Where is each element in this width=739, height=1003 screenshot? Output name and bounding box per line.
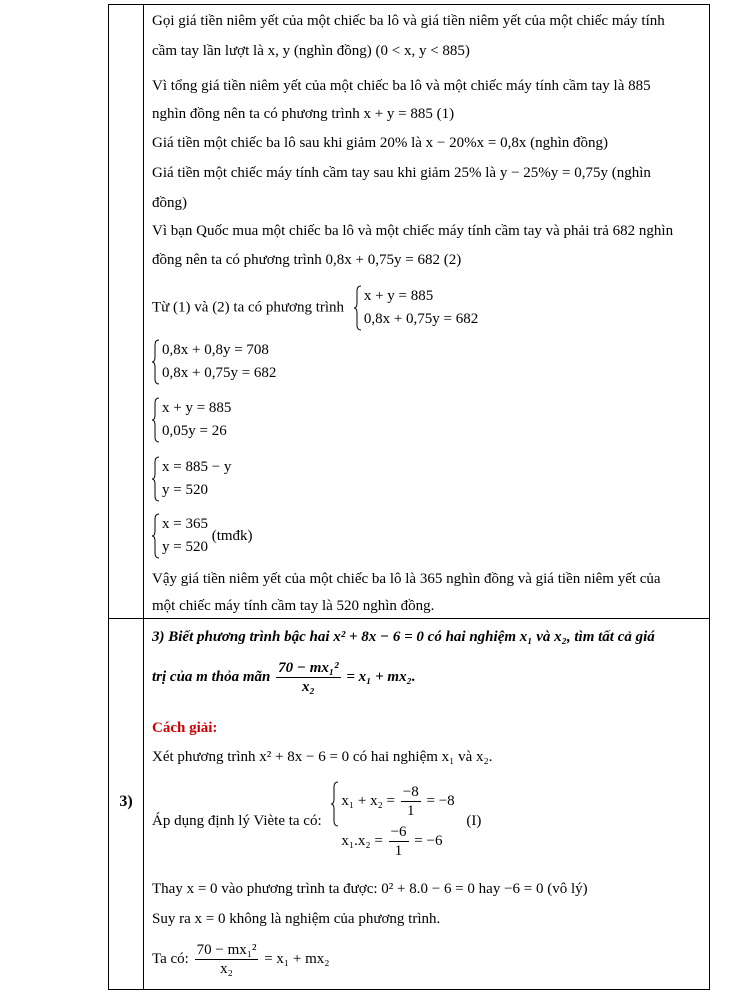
equation: 0,8x + 0,8y = 708 [162, 342, 269, 358]
text-line: Giá tiền một chiếc ba lô sau khi giảm 20% là x − 20%x = 0,8x (nghìn đồng) [152, 135, 608, 151]
equation-system [152, 456, 231, 502]
brace-icon [152, 456, 160, 502]
viete-line [152, 781, 481, 861]
text-line: một chiếc máy tính cầm tay là 520 nghìn đồng. [152, 598, 435, 614]
brace-icon [331, 781, 339, 827]
equation: x = 885 − y [162, 459, 232, 475]
row-divider [109, 618, 709, 619]
equation: y = 520 [162, 482, 208, 498]
brace-icon [152, 513, 160, 559]
column-divider [143, 5, 144, 989]
equation-system [152, 513, 208, 559]
text: Từ (1) và (2) ta có phương trình [152, 299, 345, 316]
equation: y = 520 [162, 539, 208, 555]
question-line: 3) Biết phương trình bậc hai x² + 8x − 6 = 0 có hai nghiệm x₁ và x₂, tìm tất cả giá [152, 629, 655, 645]
fraction [401, 783, 421, 820]
text: Áp dụng định lý Viète ta có: [152, 813, 322, 829]
text: = −6 [414, 833, 443, 849]
text-line: nghìn đồng nên ta có phương trình x + y = 885 (1) [152, 106, 455, 122]
question-line [152, 659, 416, 696]
fraction [276, 659, 340, 696]
system-label: (I) [466, 813, 482, 829]
system-line [152, 285, 478, 331]
equation: x = 365 [162, 516, 208, 532]
row-label: 3) [119, 793, 133, 810]
text: = x₁ + mx₂ [264, 950, 330, 967]
equation-system [354, 285, 478, 331]
text: trị của m thỏa mãn [152, 668, 271, 685]
fraction [389, 823, 409, 860]
text-line: Thay x = 0 vào phương trình ta được: 0² + 8.0 − 6 = 0 hay −6 = 0 (vô lý) [152, 881, 588, 897]
brace-icon [354, 285, 362, 331]
text-line: Xét phương trình x² + 8x − 6 = 0 có hai nghiệm x₁ và x₂. [152, 749, 493, 765]
numerator: −6 [390, 824, 407, 841]
denominator: x₂ [301, 679, 315, 695]
equation-system [152, 339, 276, 385]
text-line: cầm tay lần lượt là x, y (nghìn đồng) (0 < x, y < 885) [152, 43, 470, 59]
text: Ta có: [152, 950, 189, 967]
text-line: Vì tổng giá tiền niêm yết của một chiếc ba lô và một chiếc máy tính cầm tay là 885 [152, 78, 651, 94]
text-line: Giá tiền một chiếc máy tính cầm tay sau khi giảm 25% là y − 25%y = 0,75y (nghìn [152, 165, 651, 181]
text-line: Vậy giá tiền niêm yết của một chiếc ba lô là 365 nghìn đồng và giá tiền niêm yết của [152, 571, 661, 587]
equation: x + y = 885 [363, 288, 434, 304]
equation-system [152, 397, 231, 443]
text: = −8 [426, 793, 455, 809]
text-line: Suy ra x = 0 không là nghiệm của phương trình. [152, 911, 441, 927]
text-line [152, 941, 330, 978]
numerator: −8 [402, 784, 419, 801]
method-heading: Cách giải: [152, 720, 218, 736]
system-line [152, 397, 231, 443]
numerator: 70 − mx₁² [278, 660, 339, 676]
text-line: đồng) [152, 195, 187, 211]
denominator: x₂ [220, 961, 233, 977]
denominator: 1 [394, 843, 403, 860]
solution-table [108, 4, 710, 990]
system-line [152, 456, 231, 502]
text-line: Gọi giá tiền niêm yết của một chiếc ba lô và giá tiền niêm yết của một chiếc máy tính [152, 13, 665, 29]
denominator: 1 [407, 803, 415, 820]
equation [341, 781, 454, 821]
fraction [195, 941, 259, 978]
brace-icon [152, 339, 160, 385]
text-line: đồng nên ta có phương trình 0,8x + 0,75y = 682 (2) [152, 252, 462, 268]
numerator: 70 − mx₁² [196, 942, 257, 958]
equation-system [331, 781, 454, 861]
equation: 0,8x + 0,75y = 682 [162, 365, 277, 381]
system-line [152, 513, 253, 559]
condition-note: (tmđk) [211, 528, 253, 544]
text: x₁ + x₂ = [341, 793, 396, 809]
system-line [152, 339, 276, 385]
text: = x₁ + mx₂. [346, 668, 416, 685]
text-line: Vì bạn Quốc mua một chiếc ba lô và một chiếc máy tính cầm tay và phải trả 682 nghìn [152, 223, 674, 239]
brace-icon [152, 397, 160, 443]
text: x₁.x₂ = [341, 833, 383, 849]
equation: 0,8x + 0,75y = 682 [363, 311, 479, 327]
equation [341, 821, 454, 861]
equation: x + y = 885 [162, 400, 232, 416]
equation: 0,05y = 26 [162, 423, 227, 439]
